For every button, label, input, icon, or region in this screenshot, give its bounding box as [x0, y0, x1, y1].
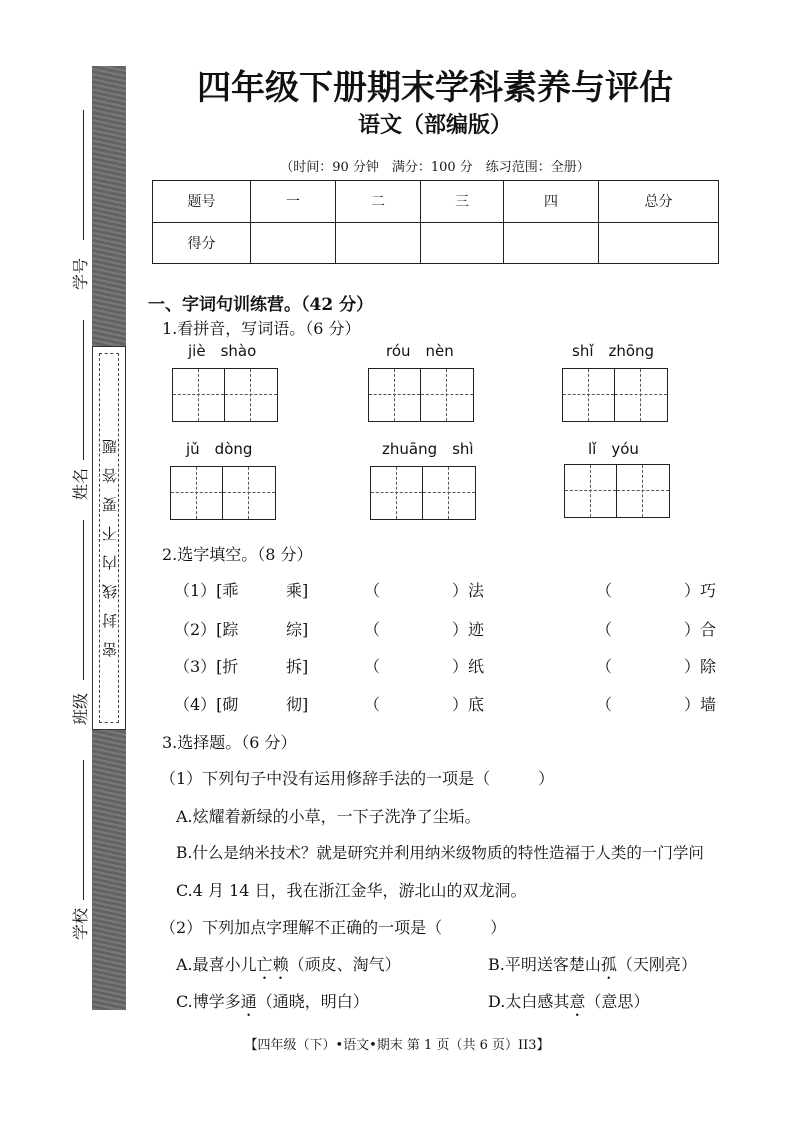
score-header-2: 二: [336, 181, 421, 223]
q2-row4-open-a: （: [364, 695, 381, 714]
side-line-2: [83, 320, 84, 460]
q2-row1-open-a: （: [364, 581, 381, 600]
score-table: [152, 180, 719, 264]
score-cell-4[interactable]: [504, 222, 599, 264]
pinyin-6: lǐ yóu: [588, 440, 639, 458]
pinyin-1: jiè shào: [188, 342, 257, 360]
pinyin-2: róu nèn: [386, 342, 454, 360]
q3-sub2-option-a: A.最喜小儿亡赖（顽皮、淘气）: [176, 955, 401, 974]
q2-row3-b: ）除: [684, 657, 717, 676]
q2-row2-a: ）迹: [452, 620, 485, 639]
writing-grid-6[interactable]: [564, 464, 670, 518]
q3-sub2-option-c: C.博学多通（通晓，明白）: [176, 992, 369, 1011]
q3-sub2-a-dotted: 亡赖: [256, 955, 289, 974]
seal-text: 密封线内不要答题: [101, 425, 119, 657]
q3-sub1-option-b: B.什么是纳米技术？就是研究并利用纳米级物质的特性造福于人类的一门学问: [176, 844, 704, 862]
q2-row4-b: ）墙: [684, 695, 717, 714]
q3-sub1-stem: （1）下列句子中没有运用修辞手法的一项是（ ）: [160, 769, 555, 788]
q3-sub1-option-a: A.炫耀着新绿的小草，一下子洗净了尘垢。: [176, 807, 481, 826]
score-header-4: 四: [504, 181, 599, 223]
page-title: 四年级下册期末学科素养与评估: [197, 68, 673, 108]
q2-row1-choice: （1）[乖: [174, 581, 239, 600]
pinyin-5: zhuāng shì: [382, 440, 474, 458]
student-id-label: 学号: [71, 257, 90, 290]
pinyin-3: shǐ zhōng: [572, 342, 655, 360]
q2-row4-a: ）底: [452, 695, 485, 714]
writing-grid-2[interactable]: [368, 368, 474, 422]
writing-grid-3[interactable]: [562, 368, 668, 422]
page-footer: 【四年级（下）•语文•期末 第 1 页（共 6 页）II3】: [244, 1038, 550, 1053]
q2-row3-choice: （3）[折: [174, 657, 239, 676]
side-line-3: [83, 520, 84, 680]
score-row-label: 得分: [153, 222, 251, 264]
q2-row3-open-a: （: [364, 657, 381, 676]
q2-row4-open-b: （: [596, 695, 613, 714]
binding-strip-bottom: [92, 730, 126, 1010]
q3-sub2-option-d: D.太白感其意（意思）: [488, 992, 650, 1011]
q3-sub2-b-dotted: 孤: [600, 955, 617, 974]
q2-row1-a: ）法: [452, 581, 485, 600]
q3-sub2-stem: （2）下列加点字理解不正确的一项是（ ）: [160, 918, 507, 937]
school-label: 学校: [71, 907, 90, 940]
q2-row4-alt: 彻]: [286, 695, 309, 714]
exam-info: （时间：90 分钟 满分：100 分 练习范围：全册）: [280, 160, 590, 175]
score-cell-1[interactable]: [251, 222, 336, 264]
q3-title: 3.选择题。（6 分）: [162, 733, 297, 752]
q3-sub2-c-dotted: 通: [240, 992, 257, 1011]
side-line-4: [83, 760, 84, 900]
score-header-total: 总分: [599, 181, 719, 223]
q3-sub2-option-b: B.平明送客楚山孤（天刚亮）: [488, 955, 697, 974]
q2-row2-b: ）合: [684, 620, 717, 639]
q2-row2-open-a: （: [364, 620, 381, 639]
q2-row3-open-b: （: [596, 657, 613, 676]
q2-row3-a: ）纸: [452, 657, 485, 676]
score-header-3: 三: [421, 181, 504, 223]
section1-title: 一、字词句训练营。（42 分）: [148, 295, 374, 315]
q2-row1-alt: 乘]: [286, 581, 309, 600]
q2-row2-open-b: （: [596, 620, 613, 639]
q2-row1-open-b: （: [596, 581, 613, 600]
score-cell-2[interactable]: [336, 222, 421, 264]
name-label: 姓名: [71, 467, 90, 500]
q3-sub2-d-dotted: 意: [569, 992, 586, 1011]
page-subtitle: 语文（部编版）: [357, 112, 512, 138]
q2-title: 2.选字填空。（8 分）: [162, 545, 313, 564]
q2-row2-choice: （2）[踪: [174, 620, 239, 639]
score-cell-3[interactable]: [421, 222, 504, 264]
q2-row4-choice: （4）[砌: [174, 695, 239, 714]
class-label: 班级: [71, 692, 90, 725]
q1-title: 1.看拼音，写词语。（6 分）: [162, 319, 361, 338]
q3-sub1-option-c: C.4 月 14 日，我在浙江金华，游北山的双龙洞。: [176, 881, 527, 900]
score-header-label: 题号: [153, 181, 251, 223]
q2-row1-b: ）巧: [684, 581, 717, 600]
pinyin-4: jǔ dòng: [186, 440, 253, 458]
score-header-1: 一: [251, 181, 336, 223]
seal-box: [92, 346, 126, 730]
writing-grid-5[interactable]: [370, 466, 476, 520]
writing-grid-1[interactable]: [172, 368, 278, 422]
score-cell-total[interactable]: [599, 222, 719, 264]
q2-row2-alt: 综]: [286, 620, 309, 639]
q2-row3-alt: 拆]: [286, 657, 309, 676]
writing-grid-4[interactable]: [170, 466, 276, 520]
